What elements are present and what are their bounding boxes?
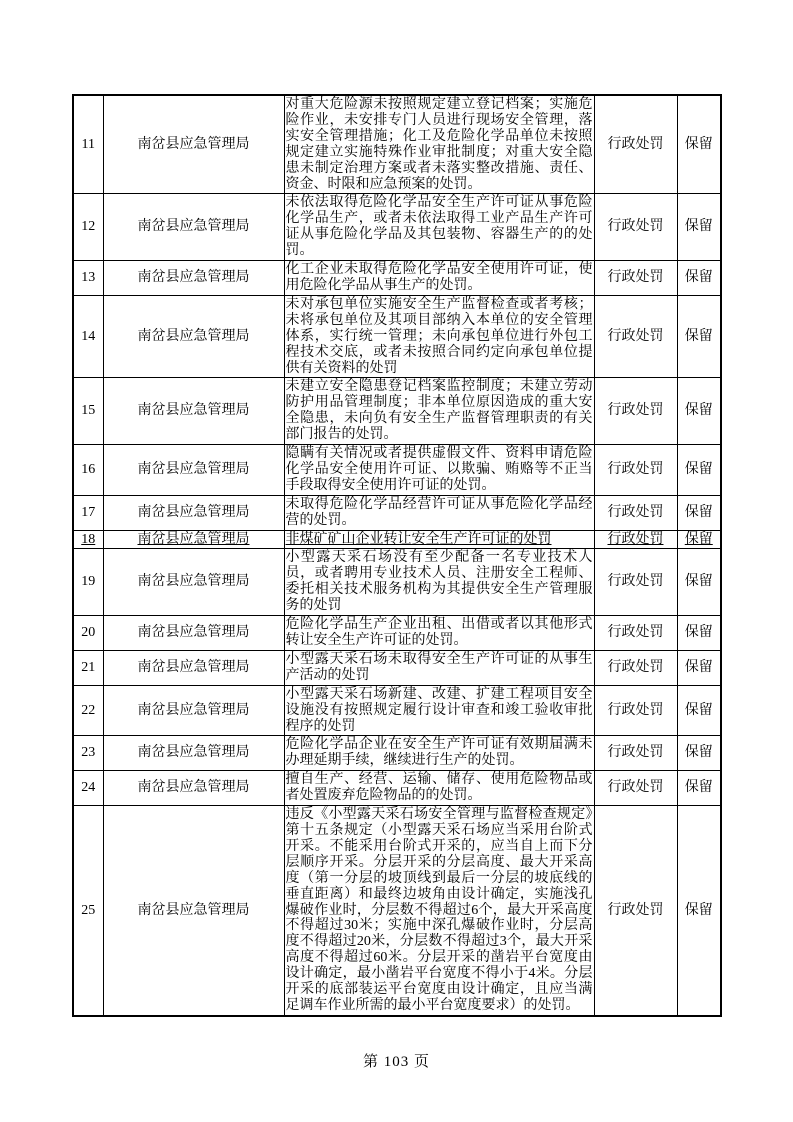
row-number-cell: 15 <box>73 378 103 445</box>
status-cell: 保留 <box>677 261 721 296</box>
penalty-table <box>72 94 722 1017</box>
table-row <box>73 261 721 296</box>
department-cell: 南岔县应急管理局 <box>103 495 284 530</box>
department-cell: 南岔县应急管理局 <box>103 378 284 445</box>
department-cell: 南岔县应急管理局 <box>103 771 284 806</box>
penalty-type-cell: 行政处罚 <box>594 736 677 771</box>
table-row <box>73 650 721 685</box>
matter-cell: 擅自生产、经营、运输、储存、使用危险物品或者处置废弃危险物品的的处罚。 <box>284 771 594 806</box>
department-cell: 南岔县应急管理局 <box>103 650 284 685</box>
matter-cell: 小型露天采石场没有至少配备一名专业技术人员，或者聘用专业技术人员、注册安全工程师、委托相关技术服务机构为其提供安全生产管理服务的处罚 <box>284 549 594 616</box>
row-number-cell: 22 <box>73 685 103 736</box>
table-row <box>73 295 721 378</box>
matter-cell: 未建立安全隐患登记档案监控制度；未建立劳动防护用品管理制度；非本单位原因造成的重大安全隐患，未向负有安全生产监督管理职责的有关部门报告的处罚。 <box>284 378 594 445</box>
row-number-cell: 21 <box>73 650 103 685</box>
department-cell: 南岔县应急管理局 <box>103 616 284 651</box>
table-row <box>73 771 721 806</box>
matter-cell: 小型露天采石场新建、改建、扩建工程项目安全设施没有按照规定履行设计审查和竣工验收审批程序的处罚 <box>284 685 594 736</box>
row-number-cell: 13 <box>73 261 103 296</box>
row-number-cell: 18 <box>73 530 103 549</box>
matter-cell: 违反《小型露天采石场安全管理与监督检查规定》第十五条规定（小型露天采石场应当采用台阶式开采。不能采用台阶式开采的，应当自上而下分层顺序开采。分层开采的分层高度、最大开采高度（第一分层的坡顶线到最后一分层的坡底线的垂直距离）和最终边坡角由设计确定，实施浅孔爆破作业时，分层数不得超过6个，最大开采高度不得超过30米；实施中深孔爆破作业时，分层高度不得超过20米，分层数不得超过3个，最大开采高度不得超过60米。分层开采的凿岩平台宽度由设计确定，最小凿岩平台宽度不得小于4米。分层开采的底部装运平台宽度由设计确定，且应当满足调车作业所需的最小平台宽度要求）的处罚。 <box>284 806 594 1016</box>
row-number-cell: 11 <box>73 95 103 194</box>
status-cell: 保留 <box>677 549 721 616</box>
table-row <box>73 806 721 1016</box>
row-number-cell: 12 <box>73 194 103 261</box>
status-cell: 保留 <box>677 806 721 1016</box>
penalty-type-cell: 行政处罚 <box>594 806 677 1016</box>
matter-cell: 危险化学品生产企业出租、出借或者以其他形式转让安全生产许可证的处罚。 <box>284 616 594 651</box>
status-cell: 保留 <box>677 650 721 685</box>
penalty-type-cell: 行政处罚 <box>594 650 677 685</box>
status-cell: 保留 <box>677 685 721 736</box>
table-row <box>73 495 721 530</box>
matter-cell: 未依法取得危险化学品安全生产许可证从事危险化学品生产，或者未依法取得工业产品生产许可证从事危险化学品及其包装物、容器生产的的处罚。 <box>284 194 594 261</box>
table-row <box>73 530 721 549</box>
row-number-cell: 24 <box>73 771 103 806</box>
matter-cell: 非煤矿矿山企业转让安全生产许可证的处罚 <box>284 530 594 549</box>
row-number-cell: 19 <box>73 549 103 616</box>
penalty-type-cell: 行政处罚 <box>594 378 677 445</box>
penalty-type-cell: 行政处罚 <box>594 549 677 616</box>
department-cell: 南岔县应急管理局 <box>103 530 284 549</box>
matter-cell: 未取得危险化学品经营许可证从事危险化学品经营的处罚。 <box>284 495 594 530</box>
table-row <box>73 685 721 736</box>
status-cell: 保留 <box>677 378 721 445</box>
page-number: 第 103 页 <box>362 1054 430 1070</box>
penalty-type-cell: 行政处罚 <box>594 685 677 736</box>
penalty-type-cell: 行政处罚 <box>594 261 677 296</box>
penalty-type-cell: 行政处罚 <box>594 295 677 378</box>
row-number-cell: 16 <box>73 445 103 496</box>
status-cell: 保留 <box>677 295 721 378</box>
status-cell: 保留 <box>677 736 721 771</box>
department-cell: 南岔县应急管理局 <box>103 736 284 771</box>
row-number-cell: 17 <box>73 495 103 530</box>
row-number-cell: 20 <box>73 616 103 651</box>
department-cell: 南岔县应急管理局 <box>103 194 284 261</box>
penalty-type-cell: 行政处罚 <box>594 95 677 194</box>
department-cell: 南岔县应急管理局 <box>103 95 284 194</box>
table-row <box>73 378 721 445</box>
row-number-cell: 25 <box>73 806 103 1016</box>
penalty-type-cell: 行政处罚 <box>594 530 677 549</box>
matter-cell: 化工企业未取得危险化学品安全使用许可证，使用危险化学品从事生产的处罚。 <box>284 261 594 296</box>
penalty-type-cell: 行政处罚 <box>594 194 677 261</box>
table-row <box>73 616 721 651</box>
status-cell: 保留 <box>677 194 721 261</box>
table-row <box>73 736 721 771</box>
row-number-cell: 23 <box>73 736 103 771</box>
status-cell: 保留 <box>677 445 721 496</box>
matter-cell: 危险化学品企业在安全生产许可证有效期届满未办理延期手续，继续进行生产的处罚。 <box>284 736 594 771</box>
penalty-table-body <box>73 95 721 1016</box>
row-number-cell: 14 <box>73 295 103 378</box>
department-cell: 南岔县应急管理局 <box>103 685 284 736</box>
status-cell: 保留 <box>677 530 721 549</box>
department-cell: 南岔县应急管理局 <box>103 806 284 1016</box>
department-cell: 南岔县应急管理局 <box>103 261 284 296</box>
matter-cell: 小型露天采石场未取得安全生产许可证的从事生产活动的处罚 <box>284 650 594 685</box>
status-cell: 保留 <box>677 771 721 806</box>
matter-cell: 未对承包单位实施安全生产监督检查或者考核；未将承包单位及其项目部纳入本单位的安全管理体系，实行统一管理；未向承包单位进行外包工程技术交底，或者未按照合同约定向承包单位提供有关资料的处罚 <box>284 295 594 378</box>
department-cell: 南岔县应急管理局 <box>103 295 284 378</box>
status-cell: 保留 <box>677 95 721 194</box>
table-row <box>73 549 721 616</box>
department-cell: 南岔县应急管理局 <box>103 549 284 616</box>
penalty-type-cell: 行政处罚 <box>594 616 677 651</box>
matter-cell: 隐瞒有关情况或者提供虚假文件、资料申请危险化学品安全使用许可证、以欺骗、贿赂等不正当手段取得安全使用许可证的处罚。 <box>284 445 594 496</box>
matter-cell: 对重大危险源未按照规定建立登记档案；实施危险作业，未安排专门人员进行现场安全管理，落实安全管理措施；化工及危险化学品单位未按照规定建立实施特殊作业审批制度；对重大安全隐患未制定治理方案或者未落实整改措施、责任、资金、时限和应急预案的处罚。 <box>284 95 594 194</box>
status-cell: 保留 <box>677 616 721 651</box>
penalty-type-cell: 行政处罚 <box>594 445 677 496</box>
penalty-type-cell: 行政处罚 <box>594 495 677 530</box>
table-row <box>73 95 721 194</box>
table-row <box>73 194 721 261</box>
department-cell: 南岔县应急管理局 <box>103 445 284 496</box>
penalty-type-cell: 行政处罚 <box>594 771 677 806</box>
table-row <box>73 445 721 496</box>
status-cell: 保留 <box>677 495 721 530</box>
